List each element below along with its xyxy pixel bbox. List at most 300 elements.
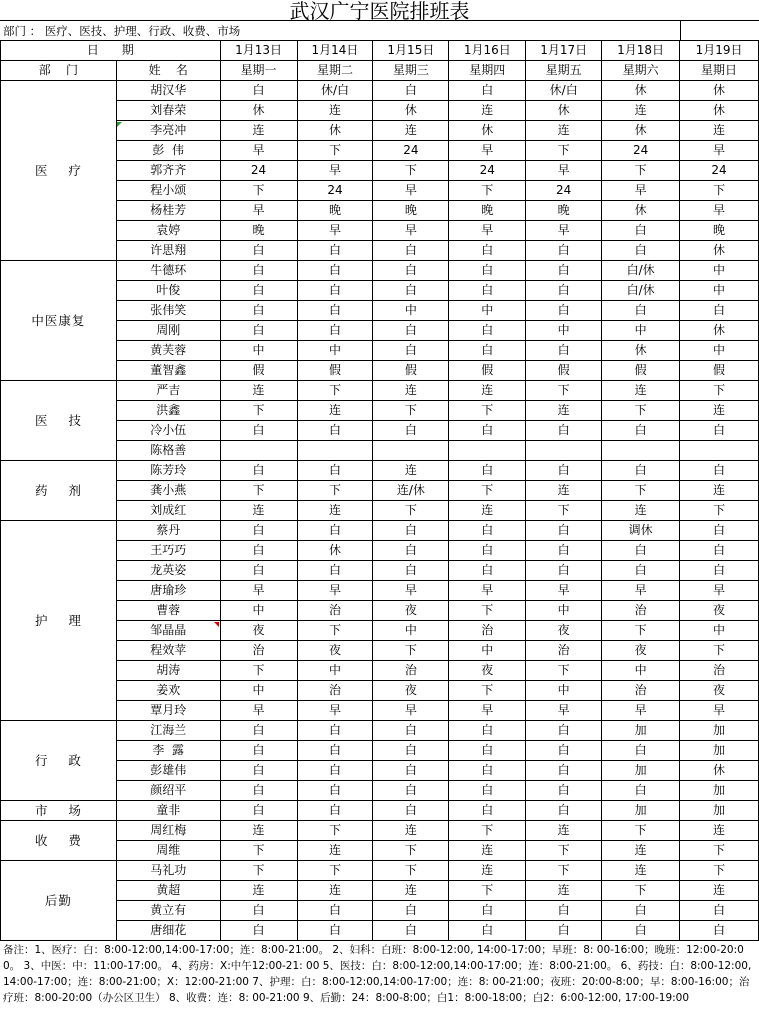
shift-cell: 下 — [680, 501, 759, 521]
shift-cell: 中 — [680, 341, 759, 361]
shift-cell: 白 — [449, 81, 526, 101]
shift-cell: 治 — [373, 661, 449, 681]
shift-cell: 早 — [449, 701, 526, 721]
table-row — [1, 261, 759, 281]
shift-cell: 假 — [602, 361, 680, 381]
shift-cell: 24 — [373, 141, 449, 161]
shift-cell: 白 — [220, 781, 297, 801]
shift-cell: 下 — [449, 601, 526, 621]
shift-cell: 白 — [526, 521, 602, 541]
staff-name-cell: 曹蓉 — [116, 601, 220, 621]
shift-cell: 下 — [680, 841, 759, 861]
shift-cell: 下 — [297, 141, 373, 161]
shift-cell: 白 — [680, 461, 759, 481]
staff-name-cell: 姜欢 — [116, 681, 220, 701]
staff-name-cell: 黄立有 — [116, 901, 220, 921]
shift-cell: 下 — [449, 821, 526, 841]
shift-cell — [526, 441, 602, 461]
shift-cell: 早 — [220, 201, 297, 221]
weekday-header-row — [1, 61, 759, 81]
staff-name-cell: 张伟笑 — [116, 301, 220, 321]
shift-cell: 白 — [297, 741, 373, 761]
table-row — [1, 521, 759, 541]
shift-cell: 白 — [526, 461, 602, 481]
shift-cell: 下 — [449, 481, 526, 501]
shift-cell: 白 — [297, 281, 373, 301]
shift-cell: 下 — [220, 661, 297, 681]
shift-cell: 连 — [449, 381, 526, 401]
shift-cell: 下 — [602, 481, 680, 501]
date-cell: 1月17日 — [526, 41, 602, 61]
shift-cell: 早 — [373, 701, 449, 721]
shift-cell: 假 — [680, 361, 759, 381]
date-cell: 1月18日 — [602, 41, 680, 61]
shift-cell: 早 — [297, 161, 373, 181]
weekday-cell: 星期日 — [680, 61, 759, 81]
shift-cell: 白 — [373, 921, 449, 941]
shift-cell: 下 — [602, 821, 680, 841]
shift-cell: 治 — [602, 681, 680, 701]
shift-cell: 连 — [526, 881, 602, 901]
department-cell: 护 理 — [1, 521, 117, 721]
shift-cell: 白 — [449, 761, 526, 781]
shift-cell: 休 — [680, 101, 759, 121]
shift-cell: 连 — [602, 101, 680, 121]
shift-cell: 白 — [220, 801, 297, 821]
shift-cell: 中 — [373, 621, 449, 641]
shift-cell: 早 — [449, 581, 526, 601]
shift-cell: 下 — [220, 401, 297, 421]
shift-cell: 连 — [220, 501, 297, 521]
table-row — [1, 721, 759, 741]
shift-cell: 白 — [373, 281, 449, 301]
shift-cell: 下 — [526, 661, 602, 681]
shift-cell: 加 — [680, 801, 759, 821]
shift-cell: 白 — [373, 321, 449, 341]
shift-cell: 下 — [373, 861, 449, 881]
staff-name-cell: 刘春荣 — [116, 101, 220, 121]
shift-cell: 休 — [526, 101, 602, 121]
shift-cell: 24 — [680, 161, 759, 181]
shift-cell: 白 — [373, 801, 449, 821]
staff-name-cell: 刘成红 — [116, 501, 220, 521]
shift-cell: 早 — [220, 141, 297, 161]
weekday-cell: 星期五 — [526, 61, 602, 81]
table-row — [1, 381, 759, 401]
shift-cell: 白 — [680, 901, 759, 921]
shift-cell: 连 — [449, 501, 526, 521]
shift-cell: 早 — [526, 581, 602, 601]
shift-cell: 下 — [220, 181, 297, 201]
date-cell: 1月13日 — [220, 41, 297, 61]
shift-cell: 白 — [373, 81, 449, 101]
shift-cell: 休 — [680, 321, 759, 341]
staff-name-cell: 程效苹 — [116, 641, 220, 661]
department-cell: 收 费 — [1, 821, 117, 861]
shift-cell: 白 — [297, 761, 373, 781]
shift-cell: 连 — [680, 821, 759, 841]
shift-cell: 白 — [373, 521, 449, 541]
shift-cell: 下 — [220, 861, 297, 881]
shift-cell: 白 — [220, 721, 297, 741]
shift-cell: 晚 — [220, 221, 297, 241]
shift-cell: 白 — [526, 921, 602, 941]
shift-cell: 连 — [297, 501, 373, 521]
shift-cell: 白 — [602, 541, 680, 561]
department-list: 部门 ： 医疗、医技、护理、行政、收费、市场 — [0, 20, 680, 40]
shift-cell — [220, 441, 297, 461]
shift-cell: 假 — [449, 361, 526, 381]
shift-cell: 下 — [220, 841, 297, 861]
shift-cell: 白 — [220, 921, 297, 941]
shift-cell: 夜 — [373, 601, 449, 621]
shift-cell: 白 — [220, 301, 297, 321]
shift-cell: 24 — [297, 181, 373, 201]
shift-cell: 白 — [220, 461, 297, 481]
dept-column-header: 部 门 — [1, 61, 117, 81]
shift-cell: 连 — [526, 481, 602, 501]
shift-cell: 加 — [602, 761, 680, 781]
shift-cell: 早 — [373, 181, 449, 201]
shift-cell — [373, 441, 449, 461]
shift-cell: 白 — [220, 321, 297, 341]
department-cell: 医 技 — [1, 381, 117, 461]
shift-cell: 治 — [602, 601, 680, 621]
shift-cell: 白 — [680, 921, 759, 941]
shift-cell: 白 — [449, 541, 526, 561]
shift-cell: 下 — [602, 621, 680, 641]
shift-cell: 假 — [220, 361, 297, 381]
department-cell: 中医康复 — [1, 261, 117, 381]
shift-cell: 连 — [449, 841, 526, 861]
shift-cell: 休 — [297, 541, 373, 561]
shift-cell: 中 — [220, 341, 297, 361]
shift-cell: 下 — [449, 401, 526, 421]
staff-name-cell: 牛德环 — [116, 261, 220, 281]
comment-marker-icon — [117, 122, 122, 127]
shift-cell: 白 — [602, 421, 680, 441]
shift-cell: 白 — [220, 241, 297, 261]
shift-cell: 24 — [449, 161, 526, 181]
department-cell: 行 政 — [1, 721, 117, 801]
table-row — [1, 821, 759, 841]
shift-cell: 白 — [449, 461, 526, 481]
shift-cell: 下 — [526, 141, 602, 161]
staff-name-cell: 胡涛 — [116, 661, 220, 681]
shift-cell: 白 — [602, 741, 680, 761]
comment-marker-icon — [214, 622, 219, 627]
staff-name-cell: 程小颂 — [116, 181, 220, 201]
staff-name-cell: 龙英姿 — [116, 561, 220, 581]
shift-cell: 夜 — [680, 601, 759, 621]
shift-cell: 下 — [373, 641, 449, 661]
shift-cell: 休 — [680, 761, 759, 781]
weekday-cell: 星期四 — [449, 61, 526, 81]
shift-cell: 加 — [680, 781, 759, 801]
weekday-cell: 星期一 — [220, 61, 297, 81]
shift-cell: 休 — [680, 241, 759, 261]
staff-name-cell: 龚小燕 — [116, 481, 220, 501]
shift-cell: 白 — [373, 781, 449, 801]
shift-cell: 下 — [526, 381, 602, 401]
staff-name-cell: 李 露 — [116, 741, 220, 761]
shift-cell: 白 — [373, 421, 449, 441]
shift-cell: 下 — [526, 861, 602, 881]
staff-name-cell: 许思翔 — [116, 241, 220, 261]
table-row — [1, 861, 759, 881]
shift-cell: 下 — [297, 481, 373, 501]
shift-cell: 休 — [680, 81, 759, 101]
shift-cell: 连 — [526, 401, 602, 421]
shift-cell: 白 — [297, 921, 373, 941]
shift-cell: 24 — [602, 141, 680, 161]
staff-name-cell: 颜绍平 — [116, 781, 220, 801]
shift-cell: 白 — [220, 261, 297, 281]
shift-cell: 白 — [526, 281, 602, 301]
table-row — [1, 801, 759, 821]
shift-cell: 晚 — [526, 201, 602, 221]
shift-cell: 晚 — [449, 201, 526, 221]
shift-cell: 连 — [680, 121, 759, 141]
shift-cell: 下 — [373, 841, 449, 861]
shift-cell: 连 — [297, 101, 373, 121]
shift-cell — [297, 441, 373, 461]
shift-cell: 白 — [297, 721, 373, 741]
shift-cell: 连 — [449, 861, 526, 881]
shift-cell: 中 — [373, 301, 449, 321]
shift-cell: 白 — [297, 781, 373, 801]
shift-cell: 下 — [449, 681, 526, 701]
shift-cell: 下 — [297, 621, 373, 641]
shift-cell: 白 — [297, 901, 373, 921]
shift-cell: 中 — [680, 621, 759, 641]
shift-cell: 治 — [680, 661, 759, 681]
shift-cell: 白 — [602, 221, 680, 241]
shift-cell: 白 — [373, 541, 449, 561]
shift-cell: 下 — [373, 501, 449, 521]
staff-name-cell: 邹晶晶 — [116, 621, 220, 641]
shift-cell: 下 — [602, 161, 680, 181]
shift-cell: 下 — [680, 381, 759, 401]
shift-cell: 下 — [680, 181, 759, 201]
shift-cell: 夜 — [220, 621, 297, 641]
shift-cell: 下 — [680, 641, 759, 661]
shift-cell: 白 — [220, 761, 297, 781]
staff-name-cell: 冷小伍 — [116, 421, 220, 441]
weekday-cell: 星期二 — [297, 61, 373, 81]
shift-cell: 早 — [526, 161, 602, 181]
shift-cell: 白 — [449, 341, 526, 361]
shift-cell: 白 — [602, 781, 680, 801]
shift-cell: 中 — [220, 601, 297, 621]
shift-cell: 中 — [526, 681, 602, 701]
shift-cell: 白 — [526, 421, 602, 441]
shift-cell: 连 — [602, 861, 680, 881]
name-column-header: 姓 名 — [116, 61, 220, 81]
shift-cell: 白 — [449, 261, 526, 281]
department-cell: 药 剂 — [1, 461, 117, 521]
shift-cell: 白 — [449, 781, 526, 801]
shift-cell: 白 — [297, 561, 373, 581]
shift-cell: 白 — [220, 901, 297, 921]
shift-cell: 白 — [602, 921, 680, 941]
shift-cell: 早 — [297, 581, 373, 601]
shift-cell: 白 — [220, 521, 297, 541]
shift-cell: 下 — [297, 381, 373, 401]
shift-cell: 休 — [373, 101, 449, 121]
shift-cell: 早 — [297, 701, 373, 721]
staff-name-cell: 周维 — [116, 841, 220, 861]
staff-name-cell: 陈格善 — [116, 441, 220, 461]
shift-cell: 白 — [526, 721, 602, 741]
shift-cell: 连 — [297, 881, 373, 901]
staff-name-cell: 黄芙蓉 — [116, 341, 220, 361]
shift-cell: 调休 — [602, 521, 680, 541]
shift-cell — [602, 441, 680, 461]
shift-cell: 下 — [526, 501, 602, 521]
staff-name-cell: 周刚 — [116, 321, 220, 341]
shift-cell: 白 — [373, 341, 449, 361]
shift-cell: 白 — [220, 281, 297, 301]
shift-cell: 休 — [449, 121, 526, 141]
shift-cell: 早 — [220, 581, 297, 601]
staff-name-cell: 江海兰 — [116, 721, 220, 741]
shift-cell: 早 — [602, 581, 680, 601]
shift-cell: 白 — [449, 901, 526, 921]
shift-cell: 白 — [602, 301, 680, 321]
shift-cell: 白 — [297, 801, 373, 821]
shift-cell: 中 — [297, 661, 373, 681]
shift-cell: 早 — [297, 221, 373, 241]
shift-cell: 治 — [526, 641, 602, 661]
shift-cell: 连 — [373, 461, 449, 481]
shift-cell: 白 — [373, 761, 449, 781]
shift-cell: 白 — [449, 281, 526, 301]
shift-cell: 下 — [297, 821, 373, 841]
shift-cell: 连 — [680, 481, 759, 501]
shift-cell: 白 — [449, 921, 526, 941]
shift-cell: 白 — [602, 461, 680, 481]
shift-cell: 下 — [220, 481, 297, 501]
staff-name-cell: 叶俊 — [116, 281, 220, 301]
staff-name-cell: 袁婷 — [116, 221, 220, 241]
shift-cell: 白 — [297, 521, 373, 541]
shift-cell: 夜 — [526, 621, 602, 641]
staff-name-cell: 马礼功 — [116, 861, 220, 881]
date-cell: 1月14日 — [297, 41, 373, 61]
staff-name-cell: 蔡丹 — [116, 521, 220, 541]
shift-cell: 白 — [220, 541, 297, 561]
shift-cell: 治 — [220, 641, 297, 661]
shift-cell: 白 — [680, 301, 759, 321]
shift-cell: 白 — [373, 561, 449, 581]
shift-cell: 加 — [680, 741, 759, 761]
shift-cell: 早 — [449, 141, 526, 161]
schedule-table — [0, 40, 759, 941]
shift-cell: 夜 — [602, 641, 680, 661]
shift-cell: 白 — [680, 561, 759, 581]
shift-cell: 白 — [373, 241, 449, 261]
shift-cell: 连 — [220, 821, 297, 841]
staff-name-cell: 彭 伟 — [116, 141, 220, 161]
shift-cell: 早 — [449, 221, 526, 241]
table-row — [1, 461, 759, 481]
weekday-cell: 星期三 — [373, 61, 449, 81]
weekday-cell: 星期六 — [602, 61, 680, 81]
shift-cell: 晚 — [373, 201, 449, 221]
date-cell: 1月19日 — [680, 41, 759, 61]
shift-cell: 连 — [297, 401, 373, 421]
shift-cell: 24 — [220, 161, 297, 181]
shift-cell: 白 — [449, 561, 526, 581]
shift-cell: 白 — [449, 521, 526, 541]
staff-name-cell: 周红梅 — [116, 821, 220, 841]
shift-cell: 白 — [680, 541, 759, 561]
shift-cell: 中 — [680, 261, 759, 281]
shift-cell: 连 — [449, 101, 526, 121]
shift-cell: 假 — [373, 361, 449, 381]
shift-cell: 白 — [526, 241, 602, 261]
shift-cell: 治 — [297, 681, 373, 701]
shift-cell: 下 — [373, 161, 449, 181]
shift-cell — [449, 441, 526, 461]
shift-cell: 早 — [680, 141, 759, 161]
shift-cell: 早 — [373, 221, 449, 241]
shift-cell: 白 — [680, 521, 759, 541]
date-cell: 1月15日 — [373, 41, 449, 61]
shift-cell: 连 — [220, 881, 297, 901]
shift-cell: 白 — [526, 541, 602, 561]
shift-cell: 晚 — [297, 201, 373, 221]
shift-cell: 白 — [526, 341, 602, 361]
shift-cell: 白 — [220, 741, 297, 761]
shift-cell: 中 — [449, 301, 526, 321]
department-cell: 市 场 — [1, 801, 117, 821]
shift-cell: 下 — [449, 881, 526, 901]
date-label: 日 期 — [1, 41, 221, 61]
shift-cell: 连 — [373, 381, 449, 401]
staff-name-cell: 唐瑜珍 — [116, 581, 220, 601]
remarks-note: 备注：1、医疗：白：8:00-12:00,14:00-17:00；连：8:00-21:00。 2、妇科：白班：8:00-12:00, 14:00-17:00；早班：8: 00-16:00；晚班：12:00-20:00。 3、中医：中：11:00-17:00。 4、药房：X:中午12:00-21: 00 5、医技：白：8:00-12:00,14:00-17:00；连：8:00-21:00。 6、药技：白：8:00-12:00,14:00-17:00；连：8:00-21:00；X：12:00-21:00 7、护理：白：8:00-12:00,14:00-17:00；连：8: 00-21:00；夜班：20:00-8:00；早：8:00-16:00；治疗班：8:00-20:00（办公区卫生） 8、收费：连：8: 00-21:00 9、后勤：24：8:00-8:00；白1：8:00-18:00；白2：6:00-12:00, 17:00-19:00 — [0, 940, 759, 1021]
shift-cell: 假 — [297, 361, 373, 381]
shift-cell: 早 — [680, 201, 759, 221]
shift-cell: 早 — [602, 701, 680, 721]
shift-cell: 加 — [602, 721, 680, 741]
shift-cell: 中 — [602, 661, 680, 681]
shift-cell: 中 — [297, 341, 373, 361]
shift-cell: 连 — [220, 381, 297, 401]
shift-cell: 加 — [602, 801, 680, 821]
staff-name-cell: 覃月玲 — [116, 701, 220, 721]
shift-cell: 早 — [373, 581, 449, 601]
shift-cell: 下 — [526, 841, 602, 861]
shift-cell: 休 — [602, 201, 680, 221]
shift-cell: 白 — [297, 421, 373, 441]
shift-cell: 中 — [449, 641, 526, 661]
shift-cell: 中 — [602, 321, 680, 341]
staff-name-cell: 陈芳玲 — [116, 461, 220, 481]
staff-name-cell: 王巧巧 — [116, 541, 220, 561]
shift-cell: 休 — [220, 101, 297, 121]
staff-name-cell: 董智鑫 — [116, 361, 220, 381]
shift-cell: 白 — [373, 721, 449, 741]
shift-cell: 白 — [297, 321, 373, 341]
shift-cell: 休 — [602, 341, 680, 361]
shift-cell: 白 — [526, 561, 602, 581]
shift-cell: 连 — [602, 381, 680, 401]
shift-cell: 中 — [526, 321, 602, 341]
shift-cell: 下 — [449, 181, 526, 201]
